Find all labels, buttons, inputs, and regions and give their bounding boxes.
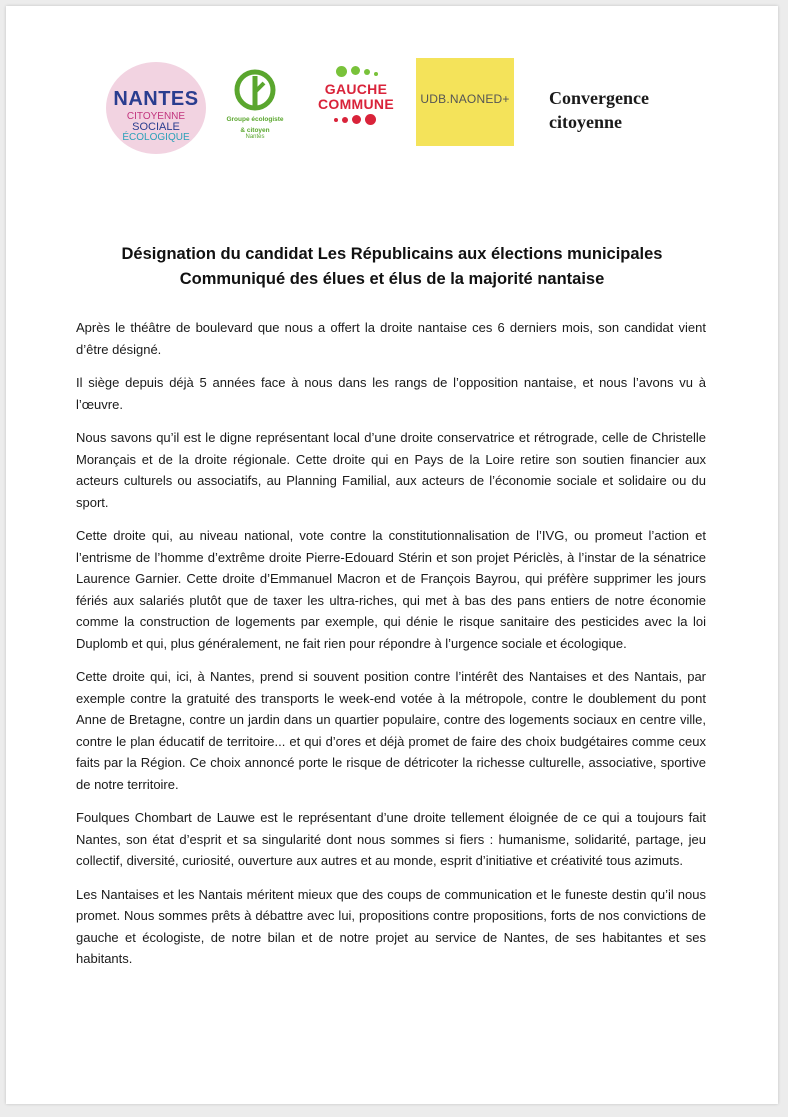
convergence-line1: Convergence [549, 88, 649, 108]
paragraph: Cette droite qui, ici, à Nantes, prend si souvent position contre l’intérêt des Nantaises et des Nantais, par exemple contre la gratuité des transports le week-end votée à la métropole, contre le doublement du pont Anne de Bretagne, contre un jardin dans un quartier populaire, contre des logements sociaux en centre ville, contre le plan éducatif de territoire... et qui d’ores et déjà promet de faire des choix budgétaires comme ceux faits par la Région. Ce choix annoncé porte le risque de détricoter la richesse culturelle, associative, sportive de notre territoire. [76, 669, 706, 792]
gauche-logo-line2: COMMUNE [318, 96, 394, 112]
paragraph: Après le théâtre de boulevard que nous a offert la droite nantaise ces 6 derniers mois, son candidat vient d’être désigné. [76, 320, 706, 357]
green-dots-icon [318, 60, 394, 82]
gauche-commune-logo [318, 60, 394, 156]
title-line1: Désignation du candidat Les Républicains aux élections municipales [121, 245, 663, 263]
paragraph: Nous savons qu’il est le digne représentant local d’une droite conservatrice et rétrograde, celle de Christelle Morançais et de la droite régionale. Cette droite qui en Pays de la Loire retire son soutien financier aux acteurs culturels ou associatifs, au Planning Familial, aux acteurs de l’économie sociale et solidaire ou du sport. [76, 430, 706, 510]
gauche-logo-line1: GAUCHE [324, 81, 388, 97]
ecolo-logo-line1: Groupe écologiste [226, 116, 284, 123]
nantes-logo-line1: NANTES [113, 88, 199, 110]
paragraph: Cette droite qui, au niveau national, vote contre la constitutionnalisation de l’IVG, ou promeut l’action et l’entrisme de l’homme d’extrême droite Pierre-Edouard Stérin et son projet Périclès, à l’instar de la sénatrice Laurence Garnier. Cette droite d’Emmanuel Macron et de François Bayrou, qui préfère supprimer les jours fériés aux salariés plutôt que de taxer les ultra-riches, qui met à bas des pans entiers de notre économie comme la construction de logements par exemple, qui dénie le risque sanitaire des pesticides avec la loi Duplomb et qui, plus généralement, ne fait rien pour répondre à l’urgence sociale et écologique. [76, 528, 706, 651]
red-dots-icon [318, 112, 394, 130]
document-body [76, 317, 706, 982]
groupe-ecologiste-logo [224, 62, 286, 154]
nantes-logo-line3: SOCIALE [132, 121, 180, 133]
title-line2: Communiqué des élues et élus de la majorité nantaise [179, 270, 605, 288]
convergence-line2: citoyenne [549, 112, 622, 132]
udb-naoned-logo [416, 58, 514, 146]
logo-bar [6, 58, 778, 158]
paragraph: Il siège depuis déjà 5 années face à nous dans les rangs de l’opposition nantaise, et nous l’avons vu à l’œuvre. [76, 375, 706, 412]
tree-circle-icon [233, 68, 277, 112]
nantes-logo-line2: CITOYENNE [126, 111, 186, 122]
nantes-citoyenne-logo [106, 62, 206, 154]
document-title [46, 242, 738, 292]
nantes-logo-line4: ÉCOLOGIQUE [122, 132, 190, 143]
ecolo-logo-line3: Nantes [245, 134, 265, 140]
paragraph: Foulques Chombart de Lauwe est le représentant d’une droite tellement éloignée de ce qui a toujours fait Nantes, son état d’esprit et sa singularité dont nous sommes si fiers : humanisme, solidarité, partage, jeu collectif, diversité, curiosité, ouverture aux autres et au monde, esprit d’initiative et créativité tous azimuts. [76, 810, 706, 868]
ecolo-logo-line2: & citoyen [240, 127, 270, 134]
paragraph: Les Nantaises et les Nantais méritent mieux que des coups de communication et le funeste destin qu’il nous promet. Nous sommes prêts à débattre avec lui, propositions contre propositions, forts de nos convictions de gauche et écologiste, de notre bilan et de notre projet au service de Nantes, de ses habitantes et ses habitants. [76, 886, 706, 966]
udb-logo-text: UDB.NAONED+ [420, 92, 510, 106]
document-page [6, 6, 778, 1104]
convergence-citoyenne-logo [549, 86, 699, 134]
